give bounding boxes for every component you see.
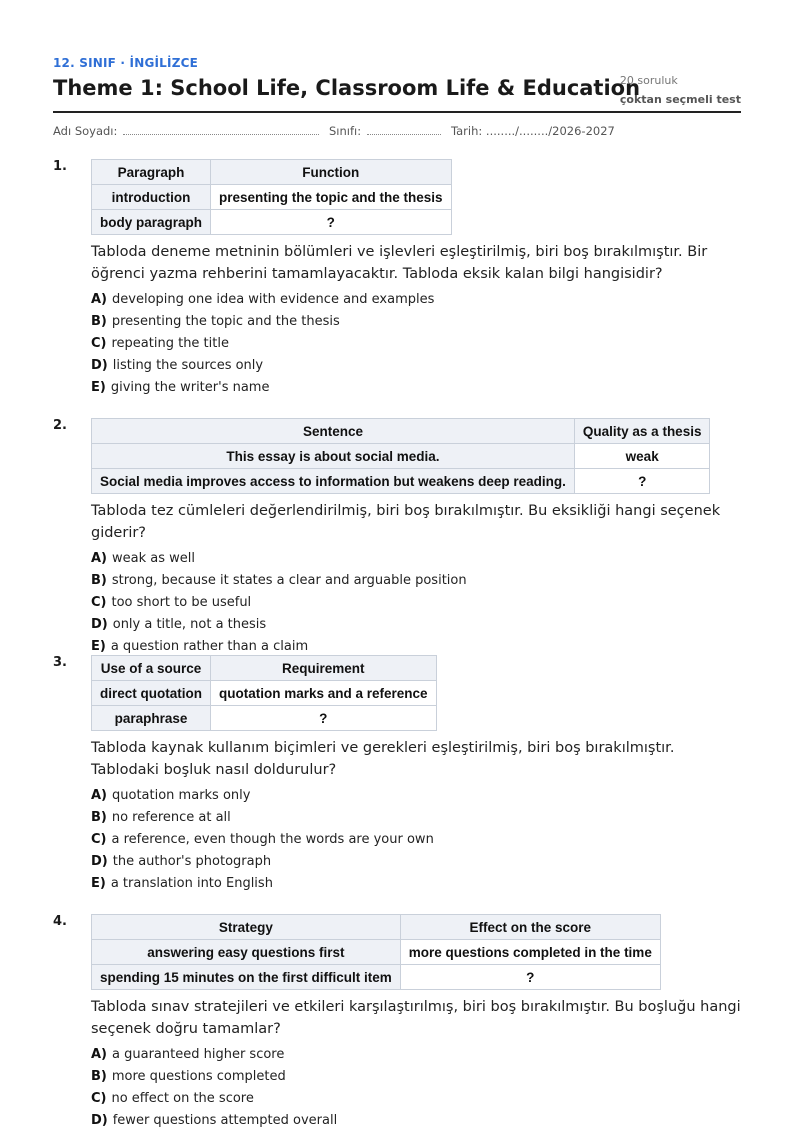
option-b[interactable]: B) no reference at all xyxy=(91,810,231,825)
question-stem: Tabloda kaynak kullanım biçimleri ve gerekleri eşleştirilmiş, biri boş bırakılmıştır. Tablodaki boşluk nasıl doldurulur? xyxy=(91,740,675,778)
date-label: Tarih: ......../......../2026-2027 xyxy=(451,124,615,138)
table-row xyxy=(92,940,661,965)
table-header-row xyxy=(92,656,437,681)
subject-label: 12. SINIF · İNGİLİZCE xyxy=(53,56,199,70)
option-c[interactable]: C) repeating the title xyxy=(91,336,229,351)
test-meta xyxy=(620,71,741,109)
table-header-cell: Requirement xyxy=(211,656,437,681)
table-cell: This essay is about social media. xyxy=(92,444,575,469)
option-c[interactable]: C) too short to be useful xyxy=(91,595,252,610)
option-a[interactable]: A) weak as well xyxy=(91,551,195,566)
question-stem: Tabloda deneme metninin bölümleri ve işlevleri eşleştirilmiş, biri boş bırakılmıştır. Bir öğrenci yazma rehberini tamamlayacaktır. Tabloda eksik kalan bilgi hangisidir? xyxy=(91,244,708,282)
table-cell: paraphrase xyxy=(92,706,211,731)
table-header-cell: Effect on the score xyxy=(400,915,660,940)
table-cell: ? xyxy=(400,965,660,990)
name-blank[interactable] xyxy=(123,124,319,135)
table-header-row xyxy=(92,915,661,940)
option-d[interactable]: D) fewer questions attempted overall xyxy=(91,1113,338,1128)
header-divider xyxy=(53,111,741,113)
table-row xyxy=(92,681,437,706)
table-header-row xyxy=(92,419,710,444)
table-row xyxy=(92,210,452,235)
class-blank[interactable] xyxy=(367,124,441,135)
question-table xyxy=(91,159,452,235)
options-list xyxy=(91,1044,741,1132)
table-header-cell: Strategy xyxy=(92,915,401,940)
option-e[interactable]: E) giving the writer's name xyxy=(91,380,270,395)
table-cell: introduction xyxy=(92,185,211,210)
table-header-cell: Quality as a thesis xyxy=(574,419,710,444)
question-count: 20 soruluk xyxy=(619,74,678,87)
table-cell: ? xyxy=(211,706,437,731)
table-cell: spending 15 minutes on the first difficult item xyxy=(92,965,401,990)
option-b[interactable]: B) more questions completed xyxy=(91,1069,286,1084)
table-cell: quotation marks and a reference xyxy=(211,681,437,706)
name-field[interactable] xyxy=(53,124,319,138)
option-b[interactable]: B) presenting the topic and the thesis xyxy=(91,314,340,329)
table-cell: presenting the topic and the thesis xyxy=(211,185,452,210)
question-number: 3. xyxy=(53,655,67,670)
question-number: 1. xyxy=(53,159,67,174)
option-e[interactable]: E) a translation into English xyxy=(91,876,273,891)
question-table xyxy=(91,914,661,990)
question-stem: Tabloda tez cümleleri değerlendirilmiş, biri boş bırakılmıştır. Bu eksikliği hangi seçenek giderir? xyxy=(91,503,721,541)
table-cell: ? xyxy=(211,210,452,235)
date-field[interactable] xyxy=(451,124,615,138)
table-row xyxy=(92,965,661,990)
table-row xyxy=(92,469,710,494)
options-list xyxy=(91,548,741,658)
options-list xyxy=(91,785,741,895)
table-cell: more questions completed in the time xyxy=(400,940,660,965)
option-b[interactable]: B) strong, because it states a clear and arguable position xyxy=(91,573,467,588)
option-a[interactable]: A) a guaranteed higher score xyxy=(91,1047,285,1062)
table-row xyxy=(92,444,710,469)
option-a[interactable]: A) developing one idea with evidence and examples xyxy=(91,292,435,307)
class-label: Sınıfı: xyxy=(329,124,362,138)
student-fields xyxy=(53,124,741,140)
question-table xyxy=(91,655,437,731)
table-header-cell: Function xyxy=(211,160,452,185)
table-cell: weak xyxy=(574,444,710,469)
question-stem: Tabloda sınav stratejileri ve etkileri karşılaştırılmış, biri boş bırakılmıştır. Bu boşluğu hangi seçenek doğru tamamlar? xyxy=(91,999,741,1037)
class-field[interactable] xyxy=(329,124,441,138)
option-e[interactable]: E) a question rather than a claim xyxy=(91,639,309,654)
table-header-row xyxy=(92,160,452,185)
table-header-cell: Paragraph xyxy=(92,160,211,185)
option-c[interactable]: C) a reference, even though the words are your own xyxy=(91,832,434,847)
options-list xyxy=(91,289,741,399)
page-title: Theme 1: School Life, Classroom Life & Education xyxy=(53,76,641,100)
question-number: 4. xyxy=(53,914,67,929)
option-a[interactable]: A) quotation marks only xyxy=(91,788,251,803)
question-number: 2. xyxy=(53,418,67,433)
option-c[interactable]: C) no effect on the score xyxy=(91,1091,254,1106)
test-type: çoktan seçmeli test xyxy=(619,93,741,106)
table-cell: body paragraph xyxy=(92,210,211,235)
table-cell: Social media improves access to information but weakens deep reading. xyxy=(92,469,575,494)
table-cell: direct quotation xyxy=(92,681,211,706)
name-label: Adı Soyadı: xyxy=(53,124,118,138)
option-d[interactable]: D) the author's photograph xyxy=(91,854,272,869)
table-cell: answering easy questions first xyxy=(92,940,401,965)
table-row xyxy=(92,185,452,210)
option-d[interactable]: D) listing the sources only xyxy=(91,358,264,373)
table-cell: ? xyxy=(574,469,710,494)
option-d[interactable]: D) only a title, not a thesis xyxy=(91,617,267,632)
question-table xyxy=(91,418,710,494)
table-row xyxy=(92,706,437,731)
table-header-cell: Use of a source xyxy=(92,656,211,681)
table-header-cell: Sentence xyxy=(92,419,575,444)
